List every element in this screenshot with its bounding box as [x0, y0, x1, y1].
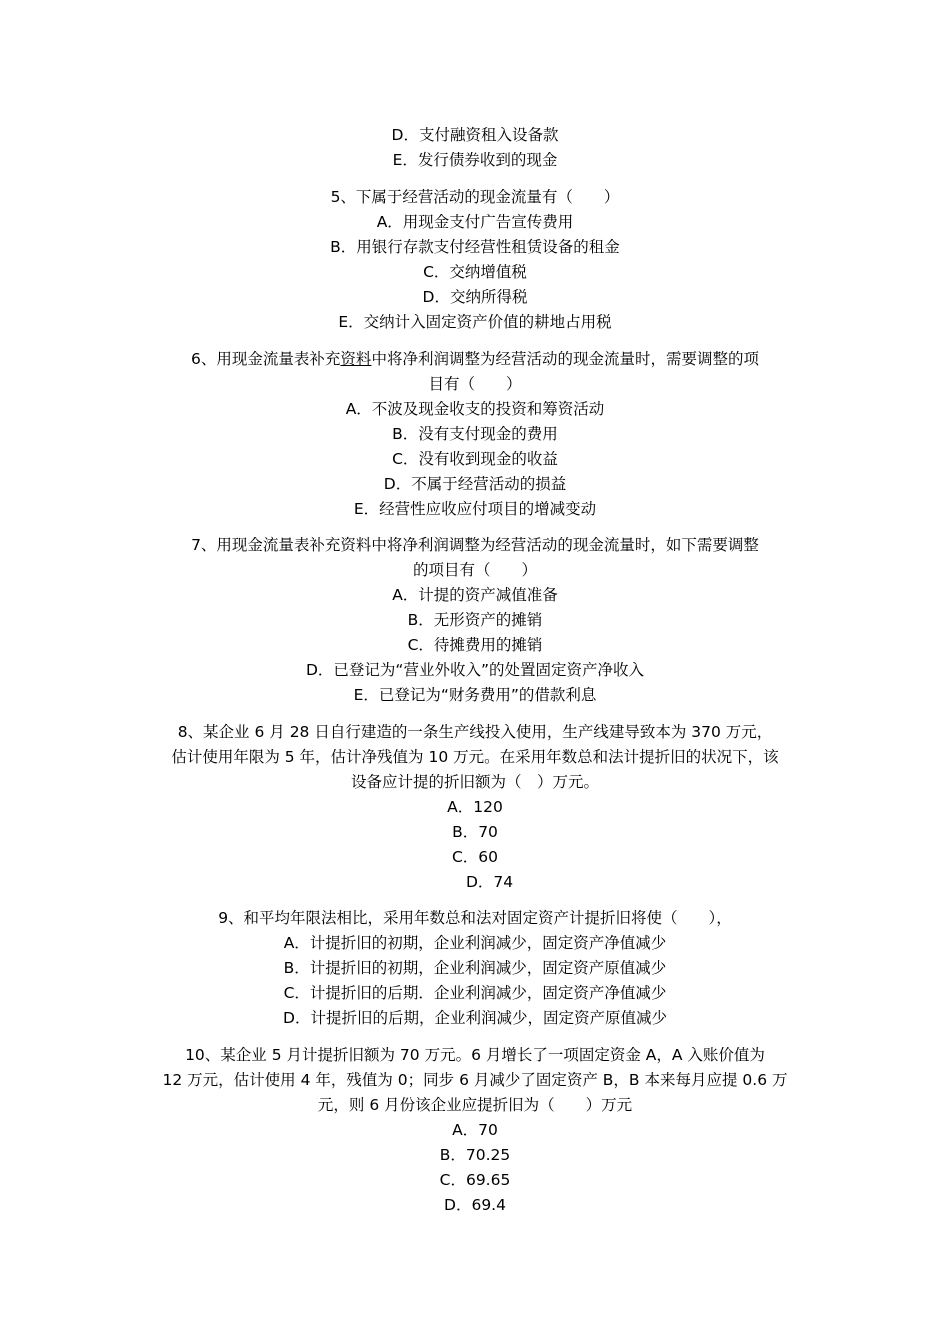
q6-option-d: D．不属于经营活动的损益: [383, 475, 567, 493]
q6-stem-link[interactable]: 资料: [340, 350, 372, 368]
q7-option-b: B．无形资产的摊销: [407, 611, 543, 629]
q10-stem-line1: 10、某企业 5 月计提折旧额为 70 万元。6 月增长了一项固定资金 A，A 入账价值为: [185, 1046, 765, 1064]
q8-option-c: C．60: [451, 848, 499, 866]
q7-option-e: E．已登记为“财务费用”的借款利息: [353, 686, 597, 704]
q8-stem-line2: 估计使用年限为 5 年，估计净残值为 10 万元。在采用年数总和法计提折旧的状况下，该: [171, 748, 779, 766]
q6-stem-line2: 目有（ ）: [428, 375, 522, 393]
q8-option-a: A．120: [447, 798, 503, 816]
q5-option-d: D．交纳所得税: [422, 288, 528, 306]
q8-option-b: B．70: [452, 823, 498, 841]
q4-option-e: E．发行债券收到的现金: [392, 151, 558, 169]
q10-option-d: D．69.4: [444, 1196, 506, 1214]
q6-option-c: C．没有收到现金的收益: [392, 450, 558, 468]
q6-option-b: B．没有支付现金的费用: [392, 425, 558, 443]
q4-option-d: D．支付融资租入设备款: [391, 126, 559, 144]
q6-option-e: E．经营性应收应付项目的增减变动: [353, 500, 597, 518]
q7-option-a: A．计提的资产减值准备: [392, 586, 558, 604]
q6-stem-line1: [140, 347, 810, 372]
q5-option-e: E．交纳计入固定资产价值的耕地占用税: [338, 313, 612, 331]
q6-stem-part2: 中将净利润调整为经营活动的现金流量时，需要调整的项: [371, 350, 759, 368]
q8-stem-line3: 设备应计提的折旧额为（ ）万元。: [350, 773, 599, 791]
q5-option-c: C．交纳增值税: [423, 263, 527, 281]
q10-option-c: C．69.65: [439, 1171, 511, 1189]
q9-option-b: B．计提折旧的初期，企业利润减少，固定资产原值减少: [283, 959, 667, 977]
q5-option-b: B．用银行存款支付经营性租赁设备的租金: [330, 238, 620, 256]
q7-stem-line2: 的项目有（ ）: [412, 561, 537, 579]
q7-option-c: C．待摊费用的摊销: [407, 636, 543, 654]
q7-option-d: D．已登记为“营业外收入”的处置固定资产净收入: [306, 661, 644, 679]
q5-option-a: A．用现金支付广告宣传费用: [376, 213, 574, 231]
q10-stem-line3: 元，则 6 月份该企业应提折旧为（ ）万元: [317, 1096, 633, 1114]
q6-option-a: A．不波及现金收支的投资和筹资活动: [345, 400, 605, 418]
q10-option-a: A．70: [452, 1121, 498, 1139]
q9-option-d: D．计提折旧的后期，企业利润减少，固定资产原值减少: [283, 1009, 667, 1027]
q9-option-c: C．计提折旧的后期．企业利润减少，固定资产净值减少: [283, 984, 667, 1002]
q5-stem: 5、下属于经营活动的现金流量有（ ）: [330, 188, 620, 206]
q10-option-b: B．70.25: [439, 1146, 511, 1164]
q6-stem-part1: 6、用现金流量表补充: [191, 350, 341, 368]
q10-stem-line2: 12 万元，估计使用 4 年，残值为 0；同步 6 月减少了固定资产 B，B 本来每月应提 0.6 万: [162, 1071, 788, 1089]
q8-option-d: D．74: [466, 873, 514, 891]
q7-stem-line1: 7、用现金流量表补充资料中将净利润调整为经营活动的现金流量时，如下需要调整: [191, 536, 759, 554]
q9-stem: 9、和平均年限法相比，采用年数总和法对固定资产计提折旧将使（ ），: [218, 909, 732, 927]
q9-option-a: A．计提折旧的初期，企业利润减少，固定资产净值减少: [283, 934, 667, 952]
q8-stem-line1: 8、某企业 6 月 28 日自行建造的一条生产线投入使用，生产线建导致本为 370 万元，: [177, 723, 773, 741]
